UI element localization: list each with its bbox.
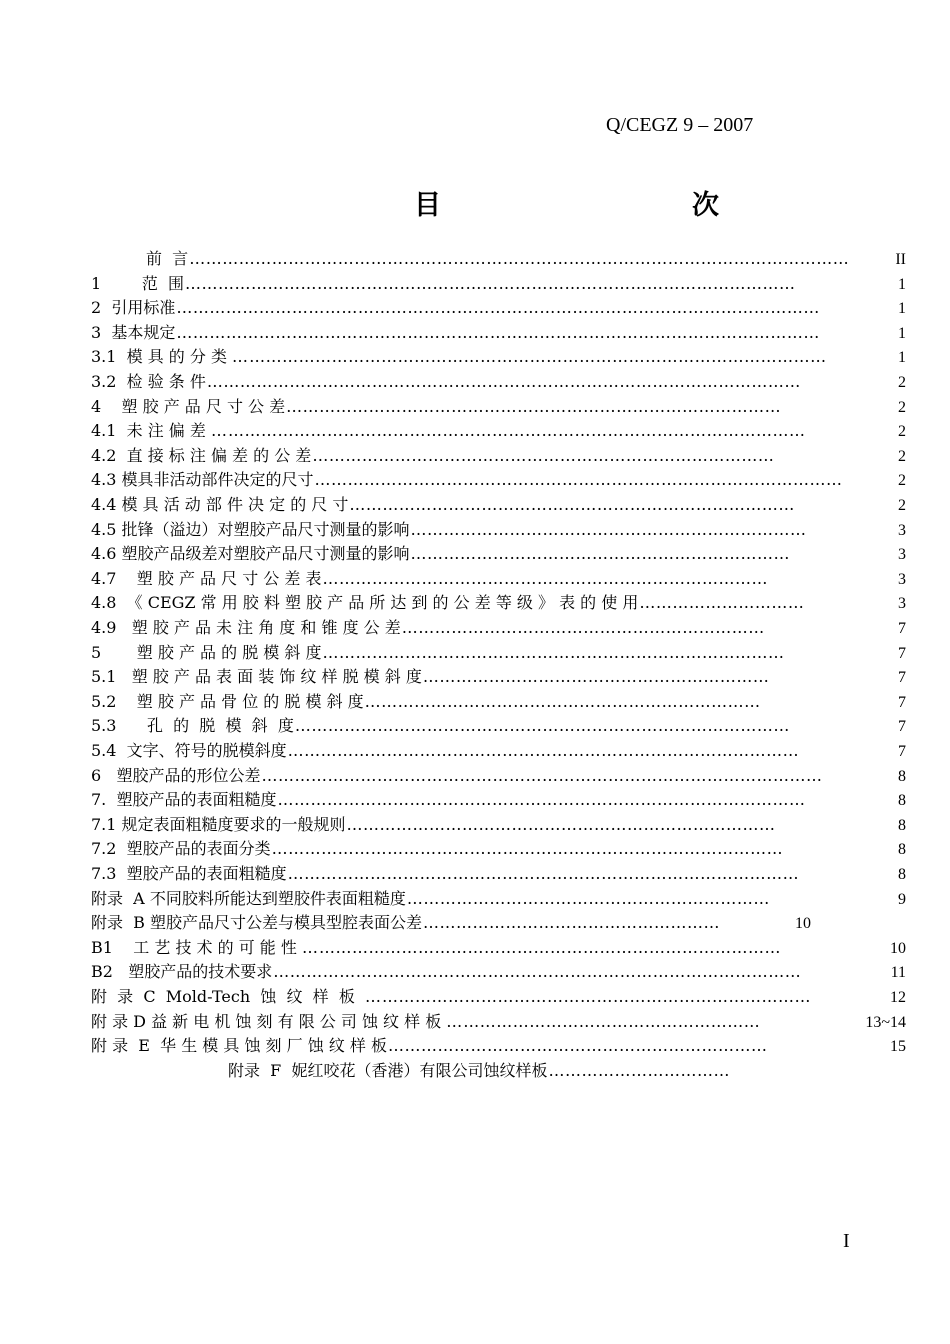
toc-entry-label: 5.1 塑 胶 产 品 表 面 装 饰 纹 样 脱 模 斜 度: [91, 667, 422, 687]
toc-entry[interactable]: [91, 542, 906, 566]
toc-entry-page: 10: [795, 915, 811, 933]
toc-entry-page: 7: [898, 620, 906, 637]
toc-entry-label: 5.4 文字、符号的脱模斜度: [91, 741, 287, 760]
toc-entry-leader: …………………………………………………………: [406, 888, 770, 908]
toc-entry-label: 7. 塑胶产品的表面粗糙度: [91, 790, 277, 810]
toc-entry-leader: ………………………………………………………………………………………………: [206, 372, 801, 391]
toc-entry-leader: ………………………………………………………………………: [322, 568, 768, 588]
toc-entry-label: 7.1 规定表面粗糙度要求的一般规则: [91, 814, 346, 834]
toc-entry[interactable]: [91, 788, 906, 812]
toc-entry-label: 5.2 塑 胶 产 品 骨 位 的 脱 模 斜 度: [91, 691, 364, 711]
toc-entry[interactable]: [91, 444, 906, 468]
toc-entry-page: 3: [898, 570, 906, 588]
toc-entry-page: 13~14: [865, 1013, 906, 1031]
toc-entry-label: 附录 F 妮红咬花（香港）有限公司蚀纹样板: [228, 1060, 548, 1080]
toc-entry[interactable]: [91, 813, 906, 837]
toc-entry-label: 4 塑 胶 产 品 尺 寸 公 差: [91, 396, 286, 416]
toc-entry-leader: ………………………………………………: [463, 1011, 761, 1031]
toc-entry[interactable]: [146, 247, 906, 271]
standard-code: Q/CEGZ 9 – 2007: [606, 114, 754, 136]
toc-entry-page: 2: [898, 497, 906, 514]
toc-entry-leader: ……………………………………………………………………………………: [273, 962, 802, 982]
toc-entry-leader: …………………………………………………………: [401, 618, 765, 637]
toc-entry[interactable]: [91, 272, 906, 296]
toc-entry-page: 2: [898, 447, 906, 465]
toc-entry[interactable]: [91, 395, 906, 419]
toc-entry[interactable]: [91, 739, 906, 763]
toc-entry-leader: ………………………………………………………………………………………………………: [176, 298, 820, 318]
toc-entry-page: 12: [890, 989, 906, 1006]
toc-entry-label: 3.2 检 验 条 件: [91, 372, 206, 391]
toc-entry[interactable]: [91, 591, 906, 615]
toc-entry-leader: …………………………………………………………………………………………: [261, 765, 823, 785]
toc-entry[interactable]: [91, 936, 906, 960]
toc-entry-leader: ………………………………………………………: [422, 667, 770, 687]
toc-entry[interactable]: [91, 518, 906, 542]
toc-entry[interactable]: [91, 321, 906, 345]
toc-entry-page: 2: [898, 423, 906, 441]
toc-entry[interactable]: [91, 960, 906, 984]
toc-entry-page: II: [895, 251, 906, 268]
toc-entry-label: 附 录 E 华 生 模 具 蚀 刻 厂 蚀 纹 样 板: [91, 1036, 387, 1056]
page-number: I: [843, 1230, 850, 1252]
toc-entry-page: 1: [898, 275, 906, 293]
toc-entry-label: 3.1 模 具 的 分 类 …: [91, 347, 249, 367]
toc-entry-page: 3: [898, 546, 906, 564]
toc-entry-label: 5 塑 胶 产 品 的 脱 模 斜 度: [91, 642, 322, 662]
toc-entry-page: 2: [898, 374, 906, 391]
toc-entry-leader: ………………………………………………………………: [364, 691, 761, 711]
toc-entry[interactable]: [91, 887, 906, 911]
toc-entry-page: 8: [898, 841, 906, 859]
toc-entry[interactable]: [91, 1010, 906, 1034]
toc-entry[interactable]: [91, 985, 906, 1009]
toc-entry[interactable]: [91, 345, 906, 369]
toc-entry-label: 附录 B 塑胶产品尺寸公差与模具型腔表面公差: [91, 913, 423, 933]
toc-entry[interactable]: [91, 911, 811, 935]
toc-entry[interactable]: [91, 296, 906, 320]
toc-entry-page: 7: [898, 669, 906, 687]
toc-entry-page: 7: [898, 718, 906, 736]
toc-entry-label: 4.8 《 CEGZ 常 用 胶 料 塑 胶 产 品 所 达 到 的 公 差 等 级 》 表 的 使 用: [91, 593, 639, 613]
toc-entry-label: 附 录 D 益 新 电 机 蚀 刻 有 限 公 司 蚀 纹 样 板 …: [91, 1011, 463, 1031]
toc-entry-label: 前 言: [146, 249, 189, 268]
toc-entry-leader: ………………………………………………………………: [410, 519, 807, 539]
toc-entry-page: 2: [898, 398, 906, 416]
toc-entry[interactable]: [91, 419, 906, 443]
toc-entry-page: 8: [898, 792, 906, 810]
toc-entry-leader: ……………………………………………………………………………………: [314, 470, 843, 490]
toc-entry-page: 3: [898, 595, 906, 613]
toc-entry-leader: ……………………………………………………………………………………………: [249, 347, 827, 367]
toc-entry[interactable]: [91, 665, 906, 689]
toc-entry[interactable]: [91, 1034, 906, 1058]
toc-entry-label: 4.4 模 具 活 动 部 件 决 定 的 尺 寸: [91, 495, 349, 514]
toc-entry-label: 6 塑胶产品的形位公差: [91, 765, 261, 785]
toc-entry-label: 4.3 模具非活动部件决定的尺寸: [91, 470, 314, 490]
toc-entry-leader: …………………………………………………………………………………………………………: [189, 249, 850, 268]
toc-entry-page: 8: [898, 866, 906, 883]
toc-entry-page: 3: [898, 521, 906, 539]
toc-entry-page: 7: [898, 693, 906, 711]
toc-entry-page: 8: [898, 767, 906, 785]
toc-entry[interactable]: [91, 567, 906, 591]
toc-entry[interactable]: [91, 837, 906, 861]
toc-entry-label: 4.2 直 接 标 注 偏 差 的 公 差: [91, 445, 312, 465]
toc-entry[interactable]: [91, 493, 906, 517]
toc-entry[interactable]: [91, 690, 906, 714]
toc-entry-leader: …………………………: [639, 593, 805, 613]
toc-entry-page: 1: [898, 324, 906, 342]
toc-entry-label: 7.3 塑胶产品的表面粗糙度: [91, 864, 287, 883]
toc-entry-leader: ………………………………………………………………………: [349, 495, 795, 514]
toc-entry-label: 4.1 未 注 偏 差 …: [91, 421, 227, 441]
toc-entry-label: B1 工 艺 技 术 的 可 能 性 …: [91, 937, 318, 957]
toc-entry-leader: ………………………………………………: [423, 913, 721, 933]
toc-entry[interactable]: [228, 1059, 811, 1083]
toc-entry-page: 1: [898, 300, 906, 318]
toc-entry-label: B2 塑胶产品的技术要求: [91, 962, 273, 982]
toc-entry-page: 7: [898, 644, 906, 662]
toc-entry-leader: ……………………………………………………………: [410, 544, 791, 564]
toc-entry-label: 附录 A 不同胶料所能达到塑胶件表面粗糙度: [91, 888, 406, 908]
toc-entry-label: 4.5 批锋（溢边）对塑胶产品尺寸测量的影响: [91, 519, 410, 539]
toc-entry-leader: ……………………………: [548, 1060, 730, 1080]
toc-entry[interactable]: [91, 764, 906, 788]
toc-entry-label: 7.2 塑胶产品的表面分类: [91, 839, 271, 859]
toc-entry[interactable]: [91, 616, 906, 640]
toc-entry-leader: ……………………………………………………………………: [346, 814, 776, 834]
toc-entry-label: 5.3 孔 的 脱 模 斜 度: [91, 716, 294, 736]
toc-entry-leader: ……………………………………………………………………………………………: [227, 421, 806, 441]
toc-entry[interactable]: [91, 641, 906, 665]
toc-entry-leader: …………………………………………………………………………: [318, 937, 781, 957]
toc-entry-leader: …………………………………………………………………………: [312, 445, 775, 465]
toc-entry-leader: ………………………………………………………………………………………………………: [176, 322, 820, 342]
toc-entry-page: 9: [898, 890, 906, 908]
toc-entry-page: 2: [898, 472, 906, 490]
toc-entry-label: 4.9 塑 胶 产 品 未 注 角 度 和 锥 度 公 差: [91, 618, 401, 637]
toc-entry-leader: …………………………………………………………………………: [322, 642, 785, 662]
toc-entry-label: 1 范 围: [91, 273, 185, 293]
toc-entry-leader: ……………………………………………………………………: [382, 987, 811, 1006]
toc-entry-page: 1: [898, 349, 906, 367]
toc-entry-label: 3 基本规定: [91, 322, 176, 342]
toc-entry-leader: ……………………………………………………………………………………: [277, 790, 806, 810]
toc-entry-label: 4.7 塑 胶 产 品 尺 寸 公 差 表: [91, 568, 322, 588]
toc-entry-page: 8: [898, 816, 906, 834]
toc-entry-leader: …………………………………………………………………………………: [287, 864, 800, 883]
toc-entry-label: 4.6 塑胶产品级差对塑胶产品尺寸测量的影响: [91, 544, 410, 564]
toc-entry-leader: …………………………………………………………………………………………………: [185, 273, 796, 293]
toc-entry[interactable]: [91, 468, 906, 492]
toc-entry[interactable]: [91, 714, 906, 738]
toc-entry-page: 15: [890, 1038, 906, 1056]
toc-entry-label: 2 引用标准: [91, 298, 176, 318]
toc-entry-leader: …………………………………………………………………………………: [287, 741, 800, 760]
toc-entry-leader: ………………………………………………………………………………: [286, 396, 782, 416]
toc-entry-page: 10: [890, 939, 906, 957]
toc-entry-leader: …………………………………………………………………………………: [271, 839, 784, 859]
toc-entry-label: 附 录 C Mold-Tech 蚀 纹 样 板 …: [91, 987, 381, 1006]
toc-entry[interactable]: [91, 862, 906, 886]
toc-entry-leader: ………………………………………………………………………………: [294, 716, 790, 736]
toc-entry-leader: ……………………………………………………………: [387, 1036, 768, 1056]
page-title: 目 次: [414, 190, 831, 221]
toc-entry-page: 11: [890, 964, 906, 982]
toc-entry[interactable]: [91, 370, 906, 394]
toc-entry-page: 7: [898, 743, 906, 760]
